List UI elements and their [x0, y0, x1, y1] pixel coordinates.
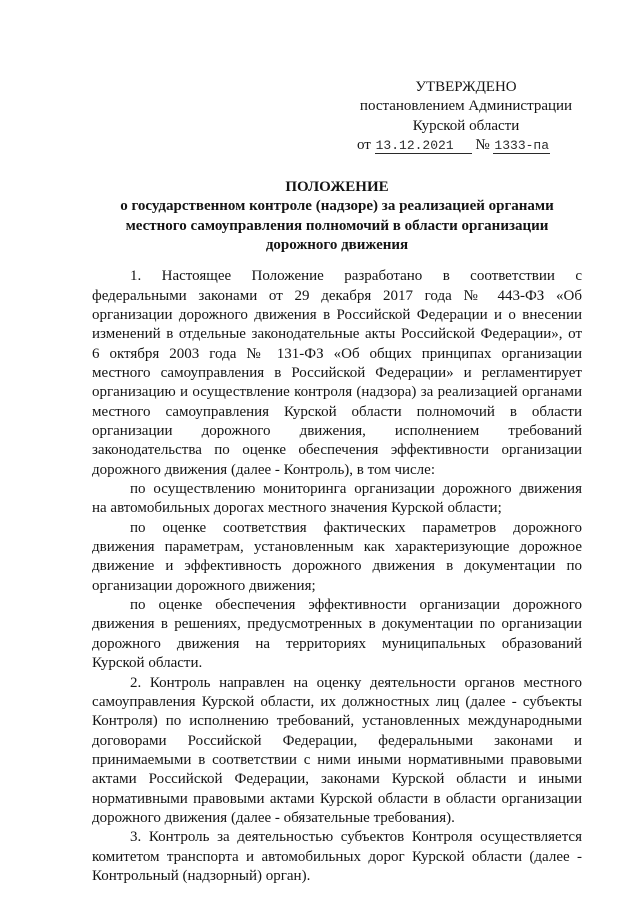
- paragraph-line: организации дорожного движения в Российской Федерации и о внесении: [92, 306, 582, 323]
- document-body: [92, 267, 582, 886]
- paragraph-line: Контроля) по исполнению требований, установленных международными: [92, 713, 582, 730]
- paragraph-line: договорами Российской Федерации, федеральными законами и: [92, 732, 582, 749]
- approval-date: 13.12.2021: [375, 139, 472, 154]
- paragraph-line: движение и эффективность дорожного движения в документации по: [92, 558, 582, 575]
- paragraph-line: Курской области.: [92, 655, 203, 672]
- paragraph-line: по осуществлению мониторинга организации дорожного движения: [130, 481, 582, 498]
- paragraph-line: 6 октября 2003 года № 131-ФЗ «Об общих принципах организации: [92, 345, 582, 362]
- title-heading: ПОЛОЖЕНИЕ: [285, 179, 389, 195]
- title-line: дорожного движения: [265, 237, 409, 254]
- paragraph-line: федеральными законами от 29 декабря 2017 года № 443-ФЗ «Об: [92, 287, 582, 304]
- paragraph-line: 3. Контроль за деятельностью субъектов Контроля осуществляется: [130, 829, 582, 846]
- paragraph-line: комитетом транспорта и автомобильных дорог Курской области (далее -: [92, 848, 582, 865]
- approval-issuer-line: постановлением Администрации: [359, 98, 573, 115]
- approval-number-prefix: №: [475, 137, 490, 154]
- paragraph-line: изменений в отдельные законодательные акты Российской Федерации», от: [92, 326, 582, 343]
- approval-date-prefix: от: [357, 137, 371, 154]
- approval-number: 1333-па: [494, 138, 550, 154]
- paragraph-line: организацию и осуществление контроля (надзора) за реализацией органами: [92, 384, 582, 401]
- paragraph-line: по оценке соответствия фактических параметров дорожного: [130, 519, 582, 536]
- paragraph-line: 1. Настоящее Положение разработано в соответствии с: [130, 268, 582, 285]
- paragraph-line: движения в решениях, предусмотренных в документации по организации: [92, 616, 582, 633]
- paragraph-line: законодательства по оценке обеспечения эффективности организации: [92, 442, 582, 459]
- paragraph-line: дорожного движения (далее - обязательные требования).: [92, 809, 455, 826]
- paragraph-line: актами Российской Федерации, законами Курской области и иными: [92, 771, 582, 788]
- paragraph-line: по оценке обеспечения эффективности организации дорожного: [130, 597, 582, 614]
- paragraph-line: дорожного движения на территориях муниципальных образований: [92, 635, 582, 652]
- approval-stamp: [357, 78, 575, 155]
- paragraph-line: движения параметрам, установленным как характеризующие дорожное: [92, 539, 582, 556]
- subitem-parameters-assessment: [92, 519, 582, 596]
- approval-heading: УТВЕРЖДЕНО: [415, 79, 517, 95]
- paragraph-line: Контрольный (надзорный) орган).: [92, 867, 311, 884]
- paragraph-line: дорожного движения (далее - Контроль), в том числе:: [92, 461, 435, 478]
- document-title: [92, 178, 582, 255]
- paragraph-line: самоуправления Курской области, их должностных лиц (далее - субъекты: [92, 693, 582, 710]
- paragraph-2: [92, 674, 582, 829]
- paragraph-line: местного самоуправления в Российской Федерации» и регламентирует: [92, 365, 582, 382]
- subitem-efficiency-assessment: [92, 596, 582, 673]
- approval-issuer-line: Курской области: [412, 117, 520, 134]
- title-line: местного самоуправления полномочий в области организации: [125, 217, 549, 234]
- paragraph-line: принимаемыми в соответствии с ними иными нормативными правовыми: [92, 751, 582, 768]
- paragraph-line: нормативными правовыми актами Курской области в области организации: [92, 790, 582, 807]
- paragraph-line: местного самоуправления Курской области полномочий в области: [92, 403, 582, 420]
- paragraph-line: на автомобильных дорогах местного значения Курской области;: [92, 500, 502, 517]
- subitem-monitoring: [92, 480, 582, 519]
- approval-date-line: [357, 136, 575, 155]
- paragraph-line: 2. Контроль направлен на оценку деятельности органов местного: [130, 674, 582, 691]
- title-line: о государственном контроле (надзоре) за реализацией органами: [120, 198, 554, 215]
- paragraph-1: [92, 267, 582, 480]
- paragraph-line: организации дорожного движения, исполнением требований: [92, 423, 582, 440]
- paragraph-3: [92, 828, 582, 886]
- paragraph-line: организации дорожного движения;: [92, 577, 316, 594]
